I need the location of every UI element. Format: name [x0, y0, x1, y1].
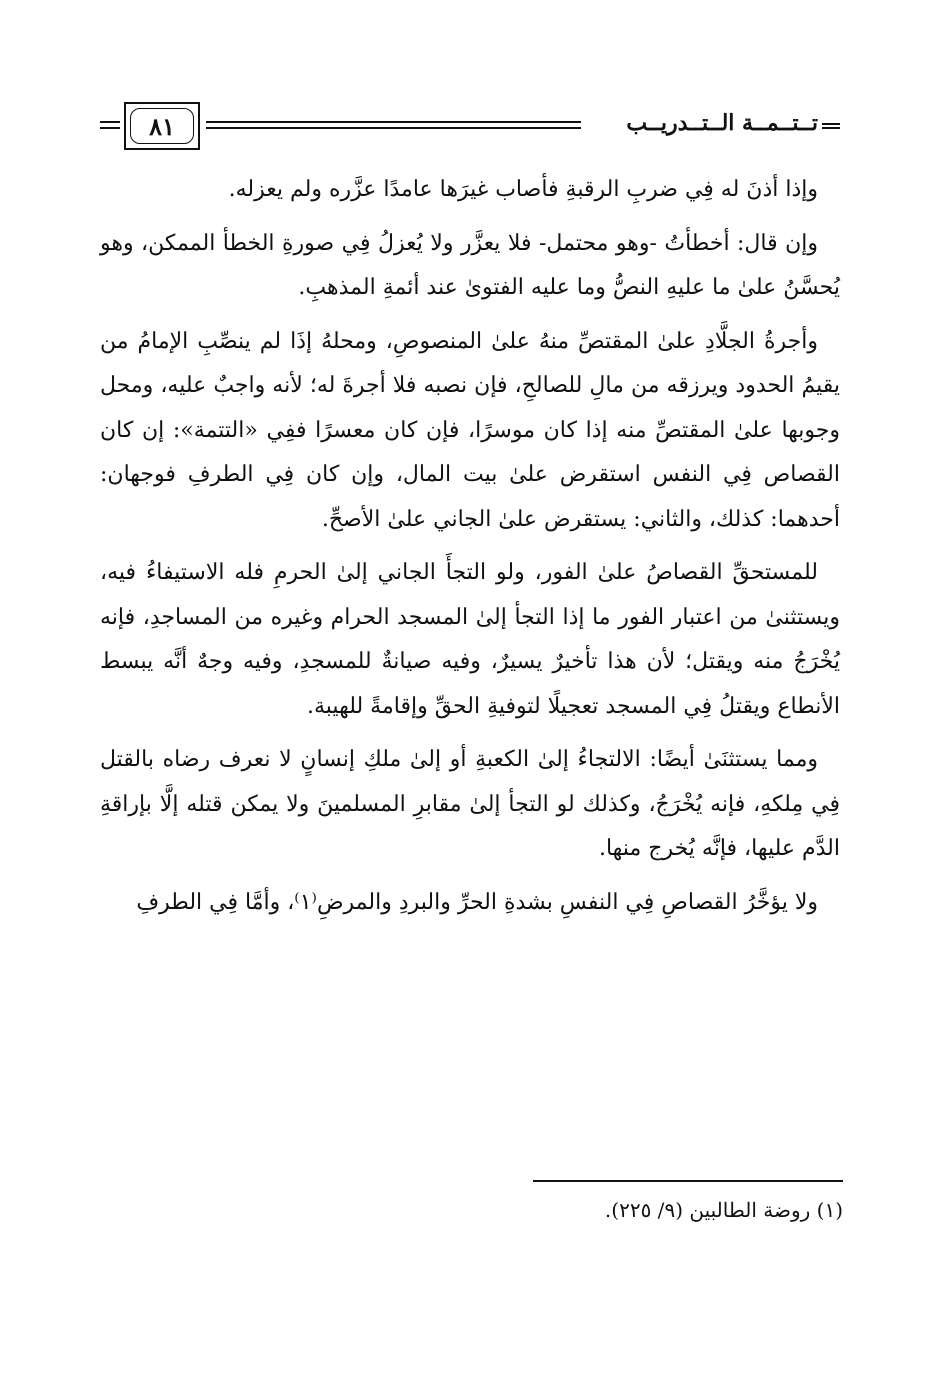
- paragraph-1: وإذا أذنَ له فِي ضربِ الرقبةِ فأصاب غيرَها عامدًا عزَّره ولم يعزله.: [228, 177, 818, 202]
- header-double-rule: [206, 121, 581, 129]
- body-text: [100, 168, 840, 934]
- page-header: [100, 96, 840, 160]
- paragraph-5: ومما يستثنَىٰ أيضًا: الالتجاءُ إلىٰ الكعبةِ أو إلىٰ ملكِ إنسانٍ لا نعرف رضاه بالقتل فِي مِلكهِ، فإنه يُخْرَجُ، وكذلك لو التجأ إلىٰ مقابرِ المسلمينَ ولا يمكن قتله إلَّا بإراقةِ الدَّم عليها، فإنَّه يُخرج منها.: [100, 747, 840, 861]
- header-ornament-left: [100, 121, 120, 129]
- page-number-frame: [124, 102, 200, 150]
- running-title: تــتــمــة الــتــدريــب: [626, 110, 818, 136]
- header-ornament-right: [822, 123, 840, 129]
- footnote-separator: [533, 1180, 843, 1182]
- paragraph-2: وإن قال: أخطأتُ -وهو محتمل- فلا يعزَّر ولا يُعزلُ فِي صورةِ الخطأ الممكن، وهو يُحسَّنُ علىٰ ما عليهِ النصُّ وما عليه الفتوىٰ عند أئمةِ المذهبِ.: [100, 230, 840, 300]
- page-number: ٨١: [130, 108, 194, 144]
- footnote: (١) روضة الطالبين (٩/ ٢٢٥).: [604, 1198, 843, 1222]
- paragraph-3: وأجرةُ الجلَّادِ علىٰ المقتصِّ منهُ علىٰ المنصوصِ، ومحلهُ إذَا لم ينصِّبِ الإمامُ من يقيمُ الحدود ويرزقه من مالِ للصالحِ، فإن نصبه فلا أجرةَ له؛ لأنه واجبٌ عليه، ومحل وجوبها علىٰ المقتصِّ منه إذا كان موسرًا، فإن كان معسرًا ففِي «التتمة»: إن كان القصاص فِي النفس استقرض علىٰ بيت المال، وإن كان فِي الطرفِ فوجهان: أحدهما: كذلك، والثاني: يستقرض علىٰ الجاني علىٰ الأصحِّ.: [100, 328, 840, 532]
- paragraph-6: ولا يؤخَّرُ القصاصِ فِي النفسِ بشدةِ الحرِّ والبردِ والمرضِ⁽١⁾، وأمَّا فِي الطرفِ: [136, 889, 818, 915]
- paragraph-4: للمستحقِّ القصاصُ علىٰ الفور، ولو التجأَ الجاني إلىٰ الحرمِ فله الاستيفاءُ فيه، ويستثنىٰ من اعتبار الفور ما إذا التجأ إلىٰ المسجد الحرام وغيره من المساجدِ، فإنه يُخْرَجُ منه ويقتل؛ لأن هذا تأخيرٌ يسيرٌ، وفيه صيانةٌ للمسجدِ، وفيه وجهٌ أنَّه يبسط الأنطاع ويقتلُ فِي المسجد تعجيلًا لتوفيةِ الحقِّ وإقامةً للهيبة.: [100, 560, 840, 719]
